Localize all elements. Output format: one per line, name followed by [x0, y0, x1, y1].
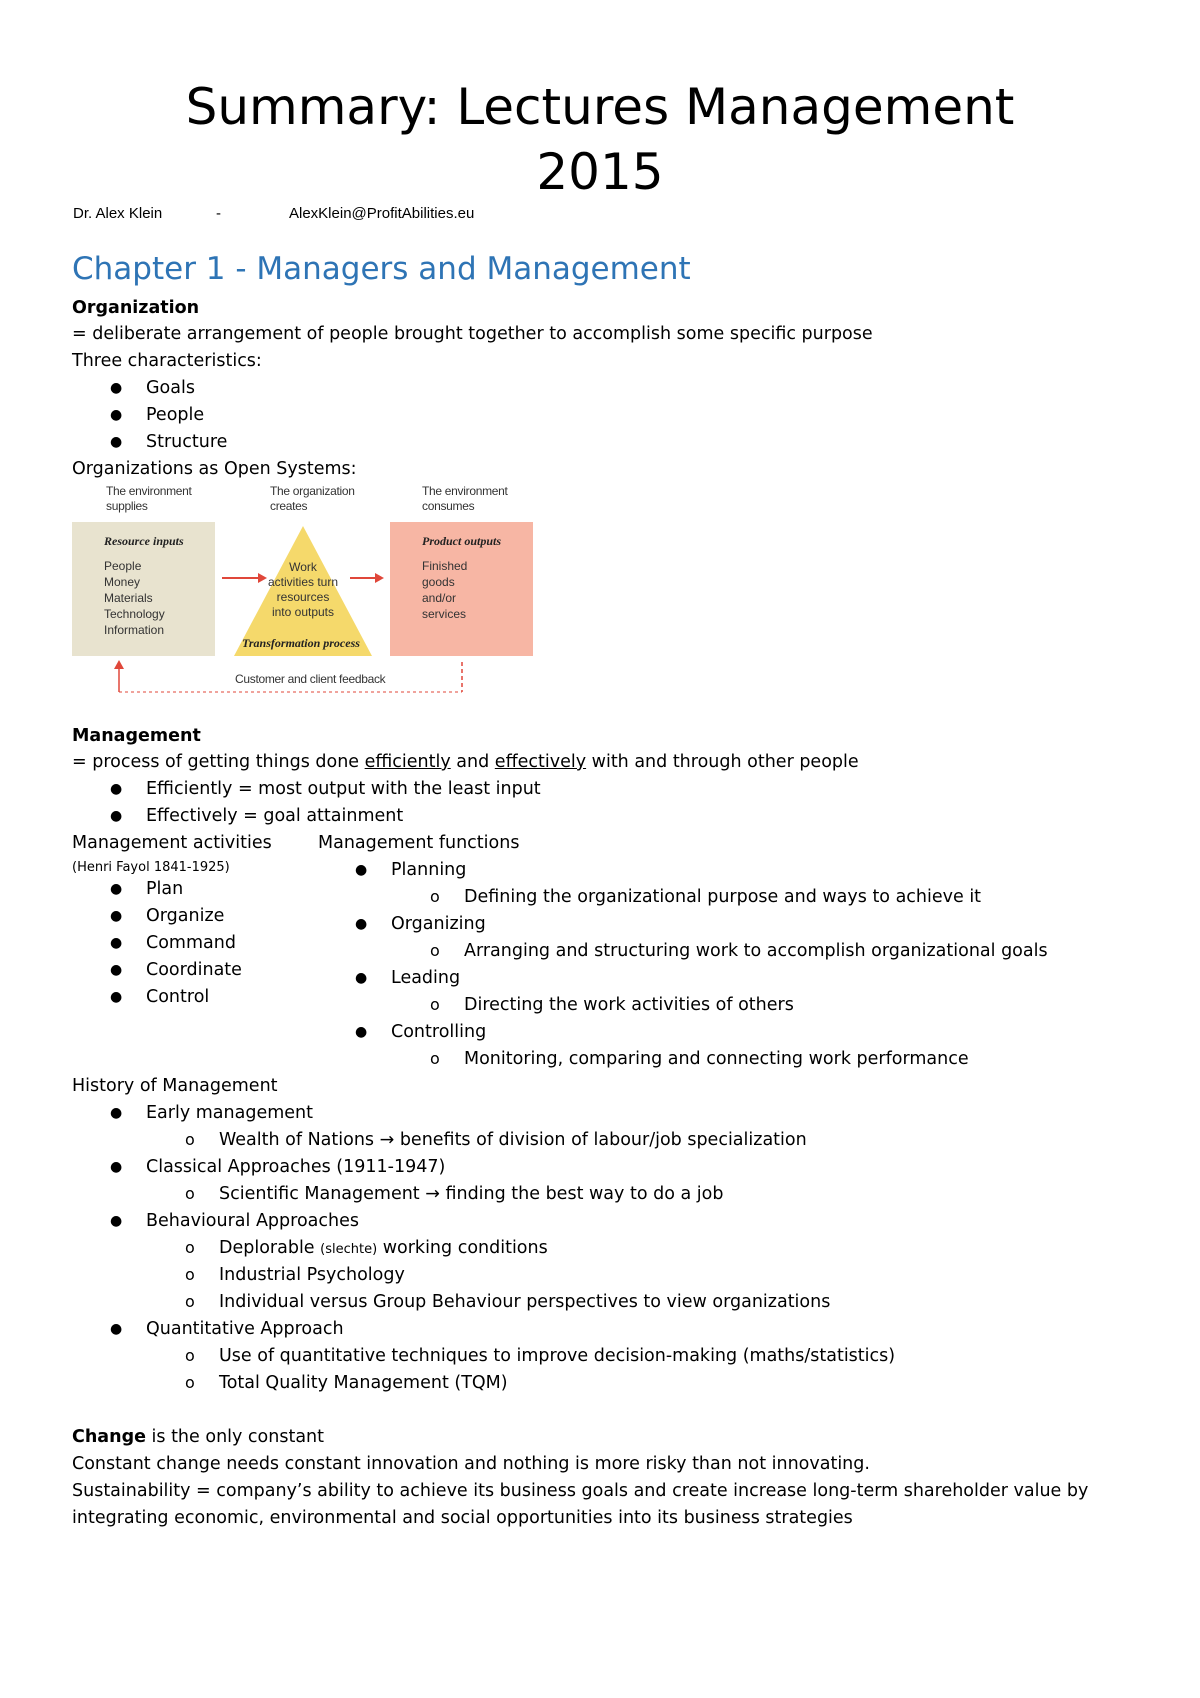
history-item: Early management: [146, 1103, 313, 1123]
bullet-icon: ●: [110, 1105, 123, 1121]
sub-bullet-icon: o: [430, 1049, 440, 1068]
open-systems-figure: [72, 484, 542, 694]
history-item: Behavioural Approaches: [146, 1211, 359, 1231]
history-subitem: Individual versus Group Behaviour perspectives to view organizations: [219, 1292, 831, 1312]
history-item: Classical Approaches (1911-1947): [146, 1157, 446, 1177]
work-activities-text: Work activities turn resources into outputs: [267, 560, 339, 619]
activity-item: Control: [146, 987, 210, 1007]
product-outputs-list: Finished goods and/or services: [422, 559, 468, 621]
product-outputs-box: [390, 522, 533, 656]
history-subitem: Total Quality Management (TQM): [219, 1373, 508, 1393]
bullet-icon: ●: [110, 1321, 123, 1337]
bullet-icon: ●: [110, 962, 123, 978]
history-heading: History of Management: [72, 1076, 278, 1096]
history-subitem: Industrial Psychology: [219, 1265, 405, 1285]
history-subitem: Scientific Management → finding the best way to do a job: [219, 1184, 724, 1204]
activity-item: Coordinate: [146, 960, 242, 980]
sub-bullet-icon: o: [430, 995, 440, 1014]
function-desc: Defining the organizational purpose and ways to achieve it: [464, 887, 982, 907]
history-subitem: Wealth of Nations → benefits of division of labour/job specialization: [219, 1130, 807, 1150]
author-name: Dr. Alex Klein: [73, 205, 163, 222]
history-subitem: Deplorable (slechte) working conditions: [219, 1238, 548, 1258]
management-definition: = process of getting things done efficiently and effectively with and through other people: [72, 752, 859, 772]
bullet-icon: ●: [110, 881, 123, 897]
bullet-icon: ●: [110, 407, 123, 423]
function-desc: Directing the work activities of others: [464, 995, 794, 1015]
management-heading: Management: [72, 726, 201, 746]
resource-inputs-title: Resource inputs: [104, 534, 184, 548]
function-desc: Arranging and structuring work to accomplish organizational goals: [464, 941, 1048, 961]
sub-bullet-icon: o: [185, 1130, 195, 1149]
feedback-label: Customer and client feedback: [232, 672, 388, 687]
bullet-icon: ●: [355, 970, 368, 986]
author-dash: -: [216, 205, 221, 222]
env-supplies-label: The environment supplies: [106, 484, 192, 513]
function-name: Leading: [391, 968, 461, 988]
chapter-heading: Chapter 1 - Managers and Management: [72, 251, 691, 287]
sub-bullet-icon: o: [430, 941, 440, 960]
characteristic-item: Goals: [146, 378, 195, 398]
function-name: Organizing: [391, 914, 486, 934]
document-title-line1: Summary: Lectures Management: [185, 78, 1015, 136]
activity-item: Command: [146, 933, 236, 953]
bullet-icon: ●: [355, 916, 368, 932]
history-item: Quantitative Approach: [146, 1319, 344, 1339]
feedback-arrowhead-icon: [114, 660, 124, 669]
activities-source: (Henri Fayol 1841-1925): [72, 860, 230, 875]
sub-bullet-icon: o: [185, 1238, 195, 1257]
org-creates-label: The organization creates: [270, 484, 355, 513]
bullet-icon: ●: [355, 1024, 368, 1040]
bullet-icon: ●: [110, 908, 123, 924]
author-email: AlexKlein@ProfitAbilities.eu: [289, 205, 475, 222]
functions-label: Management functions: [318, 833, 520, 853]
history-subitem: Use of quantitative techniques to improve decision-making (maths/statistics): [219, 1346, 896, 1366]
sustainability-line-cont: integrating economic, environmental and social opportunities into its business strategies: [72, 1508, 853, 1528]
env-consumes-label: The environment consumes: [422, 484, 508, 513]
characteristic-item: People: [146, 405, 205, 425]
bullet-icon: ●: [110, 781, 123, 797]
resource-inputs-list: People Money Materials Technology Information: [104, 559, 165, 637]
activity-item: Plan: [146, 879, 184, 899]
document-title-line2: 2015: [536, 143, 664, 201]
arrowhead-icon: [375, 573, 384, 583]
innovation-line: Constant change needs constant innovation and nothing is more risky than not innovating.: [72, 1454, 870, 1474]
sub-bullet-icon: o: [185, 1184, 195, 1203]
characteristic-item: Structure: [146, 432, 228, 452]
management-point: Efficiently = most output with the least input: [146, 779, 541, 799]
sustainability-line: Sustainability = company’s ability to achieve its business goals and create increase long-term shareholder value by: [72, 1481, 1089, 1501]
activities-label: Management activities: [72, 833, 272, 853]
function-name: Planning: [391, 860, 467, 880]
organization-definition: = deliberate arrangement of people brought together to accomplish some specific purpose: [72, 324, 873, 344]
characteristics-label: Three characteristics:: [72, 351, 262, 371]
bullet-icon: ●: [355, 862, 368, 878]
bullet-icon: ●: [110, 808, 123, 824]
bullet-icon: ●: [110, 1159, 123, 1175]
activity-item: Organize: [146, 906, 225, 926]
bullet-icon: ●: [110, 434, 123, 450]
organization-heading: Organization: [72, 298, 200, 318]
bullet-icon: ●: [110, 935, 123, 951]
sub-bullet-icon: o: [430, 887, 440, 906]
product-outputs-title: Product outputs: [422, 534, 502, 548]
bullet-icon: ●: [110, 989, 123, 1005]
management-point: Effectively = goal attainment: [146, 806, 404, 826]
sub-bullet-icon: o: [185, 1265, 195, 1284]
open-systems-label: Organizations as Open Systems:: [72, 459, 357, 479]
transformation-process-label: Transformation process: [242, 636, 360, 650]
bullet-icon: ●: [110, 380, 123, 396]
bullet-icon: ●: [110, 1213, 123, 1229]
function-desc: Monitoring, comparing and connecting work performance: [464, 1049, 969, 1069]
sub-bullet-icon: o: [185, 1346, 195, 1365]
function-name: Controlling: [391, 1022, 487, 1042]
sub-bullet-icon: o: [185, 1292, 195, 1311]
change-line: Change is the only constant: [72, 1427, 325, 1447]
sub-bullet-icon: o: [185, 1373, 195, 1392]
